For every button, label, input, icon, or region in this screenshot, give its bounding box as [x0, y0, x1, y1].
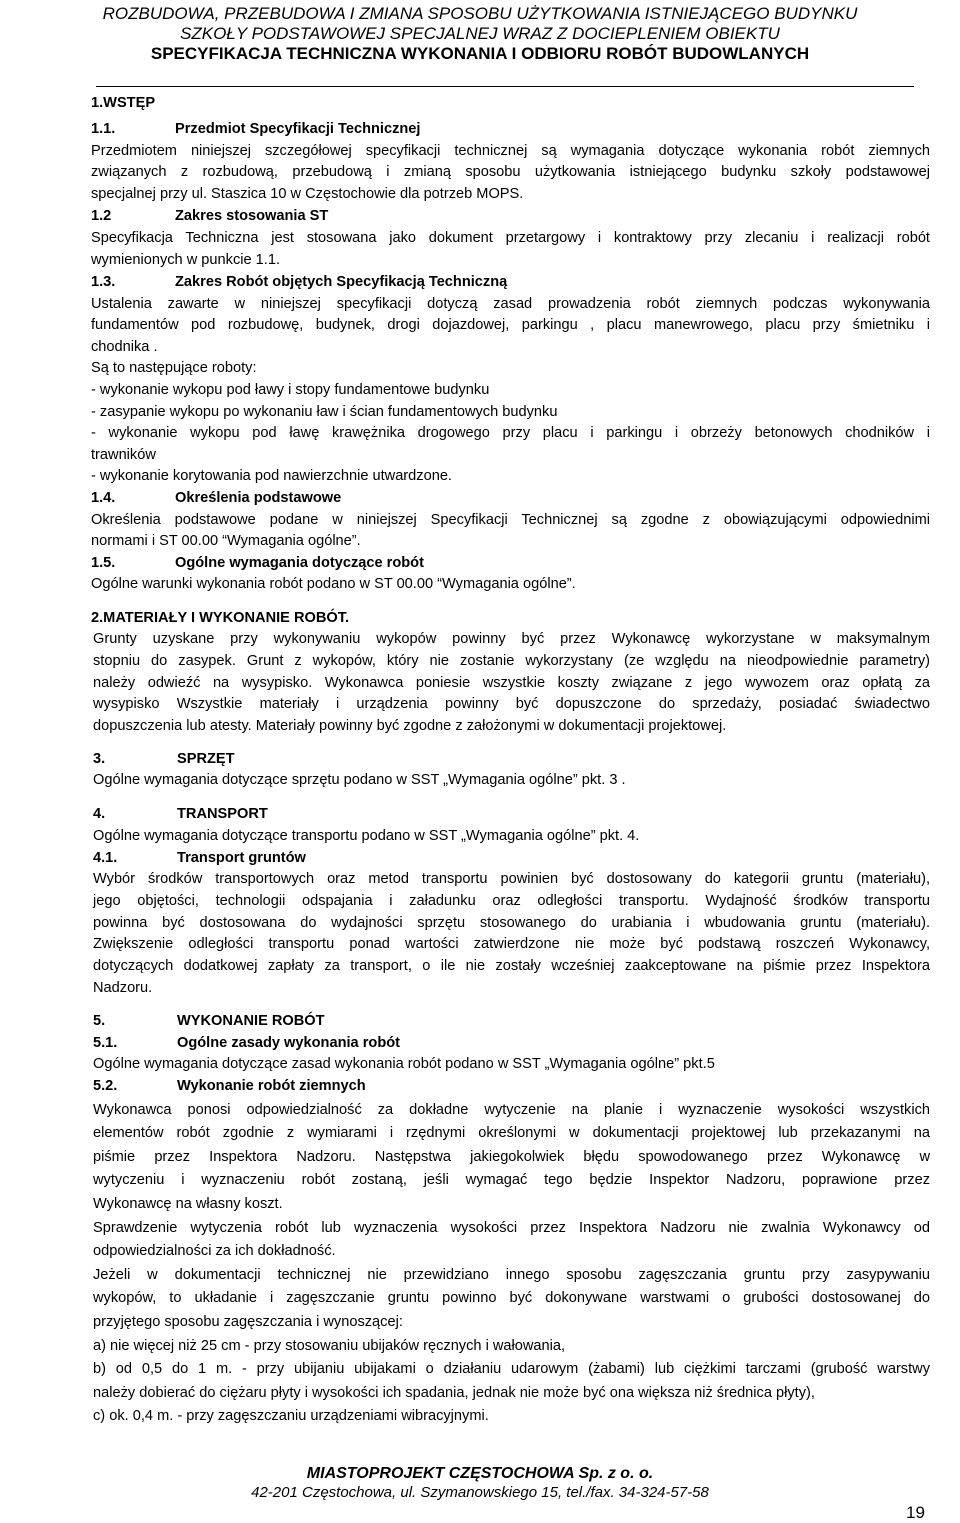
section-1-1-number: 1.1.: [91, 121, 116, 137]
paragraph-line: elementów robót zgodnie z wymiarami i rzędnymi określonymi w dokumentacji projektowej lub przekazanymi na: [93, 1125, 930, 1141]
paragraph-line: dopuszczenia lub atesty. Materiały powinny być zgodne z założonymi w dokumentacji projektowej.: [93, 718, 727, 734]
list-item: - wykonanie wykopu pod ławy i stopy fundamentowe budynku: [91, 382, 490, 398]
section-1-5-number: 1.5.: [91, 555, 116, 571]
paragraph-line: związanych z rozbudową, przebudową i zmianą sposobu użytkowania istniejącego budynku szkoły podstawowej: [91, 164, 930, 180]
paragraph-line: chodnika .: [91, 339, 158, 355]
paragraph-line: Określenia podstawowe podane w niniejszej Specyfikacji Technicznej są zgodne z obowiązującymi odpowiednimi: [91, 512, 930, 528]
document-header-line-3: SPECYFIKACJA TECHNICZNA WYKONANIA I ODBIORU ROBÓT BUDOWLANYCH: [150, 44, 810, 63]
section-1-3-title: Zakres Robót objętych Specyfikacją Techniczną: [175, 274, 508, 290]
paragraph-line: należy odwieźć na wysypisko. Wykonawca poniesie wszystkie koszty związane z jego wywozem oraz opłatą za: [93, 675, 930, 691]
section-4-number: 4.: [93, 806, 106, 822]
section-1-4-number: 1.4.: [91, 490, 116, 506]
list-item: c) ok. 0,4 m. - przy zagęszczaniu urządzeniami wibracyjnymi.: [93, 1408, 489, 1424]
paragraph-line: Grunty uzyskane przy wykonywaniu wykopów powinny być przez Wykonawcę wykorzystane w maksymalnym: [93, 631, 930, 647]
paragraph-line: przyjętego sposobu zagęszczania i wynoszącej:: [93, 1314, 403, 1330]
list-item: - zasypanie wykopu po wykonaniu ław i ścian fundamentowych budynku: [91, 404, 558, 420]
section-1-1-title: Przedmiot Specyfikacji Technicznej: [175, 121, 421, 137]
paragraph-line: Sprawdzenie wytyczenia robót lub wyznaczenia wysokości przez Inspektora Nadzoru nie zwalnia Wykonawcy od: [93, 1220, 930, 1236]
header-divider: [96, 86, 914, 87]
paragraph-line: wykopów, to układanie i zagęszczanie gruntu powinno być dokonywane warstwami o grubości dostosowanej do: [93, 1290, 930, 1306]
section-5-number: 5.: [93, 1013, 106, 1029]
paragraph-line: Specyfikacja Techniczna jest stosowana jako dokument przetargowy i kontraktowy przy zlecaniu i realizacji robót: [91, 230, 930, 246]
section-2-title: 2.MATERIAŁY I WYKONANIE ROBÓT.: [91, 610, 350, 626]
section-1-2-title: Zakres stosowania ST: [175, 208, 329, 224]
paragraph-line: Ogólne warunki wykonania robót podano w ST 00.00 “Wymagania ogólne”.: [91, 576, 576, 592]
paragraph-line: jego objętości, technologii odspajania i załadunku oraz odległości transportu. Wydajność środków transportu: [93, 893, 930, 909]
list-item: b) od 0,5 do 1 m. - przy ubijaniu ubijakami o działaniu udarowym (żabami) lub ciężkimi tarczami (grubość warstwy: [93, 1361, 930, 1377]
section-3-number: 3.: [93, 751, 106, 767]
paragraph-line: powinna być dostosowana do wydajności sprzętu stosowanego do urabiania i wbudowania gruntu (materiału).: [93, 915, 930, 931]
section-1-2-number: 1.2: [91, 208, 112, 224]
paragraph-line: Wykonawca ponosi odpowiedzialność za dokładne wytyczenie na planie i wyznaczenie wysokości wszystkich: [93, 1102, 930, 1118]
section-1-title: 1.WSTĘP: [91, 95, 156, 111]
paragraph-line: Wybór środków transportowych oraz metod transportu powinien być dostosowany do kategorii gruntu (materiału),: [93, 871, 930, 887]
paragraph-line: normami i ST 00.00 “Wymagania ogólne”.: [91, 533, 361, 549]
list-item: - wykonanie korytowania pod nawierzchnie utwardzone.: [91, 468, 452, 484]
paragraph-line: stopniu do zasypek. Grunt z wykopów, który nie zostanie wykorzystany (ze względu na nieodpowiednie parametry): [93, 653, 930, 669]
section-1-3-number: 1.3.: [91, 274, 116, 290]
document-header-line-1: ROZBUDOWA, PRZEBUDOWA I ZMIANA SPOSOBU UŻYTKOWANIA ISTNIEJĄCEGO BUDYNKU: [102, 4, 858, 23]
paragraph-line: Nadzoru.: [93, 980, 153, 996]
list-item: - wykonanie wykopu pod ławę krawężnika drogowego przy placu i parkingu i obrzeży betonowych chodników i: [91, 425, 930, 441]
paragraph-line: Ogólne wymagania dotyczące transportu podano w SST „Wymagania ogólne” pkt. 4.: [93, 828, 640, 844]
paragraph-line: Ogólne wymagania dotyczące zasad wykonania robót podano w SST „Wymagania ogólne” pkt.5: [93, 1056, 715, 1072]
section-4-title: TRANSPORT: [177, 806, 268, 822]
paragraph-line: Jeżeli w dokumentacji technicznej nie przewidziano innego sposobu zagęszczania gruntu przy zasypywaniu: [93, 1267, 930, 1283]
section-5-1-title: Ogólne zasady wykonania robót: [177, 1035, 401, 1051]
paragraph-line: wymienionych w punkcie 1.1.: [91, 252, 280, 268]
section-4-1-title: Transport gruntów: [177, 850, 306, 866]
section-5-2-number: 5.2.: [93, 1078, 118, 1094]
section-1-5-title: Ogólne wymagania dotyczące robót: [175, 555, 424, 571]
paragraph-line: wytyczeniu i wyznaczeniu robót zostaną, jeśli wymagać tego będzie Inspektor Nadzoru, poprawione przez: [93, 1172, 930, 1188]
paragraph-line: Wykonawcę na własny koszt.: [93, 1196, 283, 1212]
paragraph-line: wysypisko Wszystkie materiały i urządzenia powinny być dopuszczone do sprzedaży, posiadać świadectwo: [93, 696, 930, 712]
page-number: 19: [906, 1503, 925, 1522]
paragraph-line: dotyczących dodatkowej zapłaty za transport, o ile nie zostały wcześniej zaakceptowane na piśmie przez Inspektora: [93, 958, 930, 974]
paragraph-line: Ogólne wymagania dotyczące sprzętu podano w SST „Wymagania ogólne” pkt. 3 .: [93, 772, 626, 788]
paragraph-line: fundamentów pod rozbudowę, budynek, drogi dojazdowej, parkingu , placu manewrowego, placu przy śmietniku i: [91, 317, 930, 333]
section-5-2-title: Wykonanie robót ziemnych: [177, 1078, 366, 1094]
footer-address: 42-201 Częstochowa, ul. Szymanowskiego 15, tel./fax. 34-324-57-58: [251, 1484, 709, 1501]
list-item-continuation: należy dobierać do ciężaru płyty i wysokości ich spadania, jednak nie może być ona większa niż średnica płyty),: [93, 1385, 815, 1401]
footer-company: MIASTOPROJEKT CZĘSTOCHOWA Sp. z o. o.: [306, 1465, 654, 1482]
section-1-4-title: Określenia podstawowe: [175, 490, 342, 506]
section-3-title: SPRZĘT: [177, 751, 235, 767]
section-5-1-number: 5.1.: [93, 1035, 118, 1051]
section-4-1-number: 4.1.: [93, 850, 118, 866]
paragraph-line: Przedmiotem niniejszej szczegółowej specyfikacji technicznej są wymagania dotyczące wykonania robót ziemnych: [91, 143, 930, 159]
paragraph-line: Ustalenia zawarte w niniejszej specyfikacji dotyczą zasad prowadzenia robót ziemnych podczas wykonywania: [91, 296, 930, 312]
paragraph-line: specjalnej przy ul. Staszica 10 w Częstochowie dla potrzeb MOPS.: [91, 186, 524, 202]
paragraph-line: Są to następujące roboty:: [91, 360, 257, 376]
paragraph-line: piśmie przez Inspektora Nadzoru. Następstwa jakiegokolwiek błędu spowodowanego przez Wykonawcę w: [93, 1149, 930, 1165]
paragraph-line: Zwiększenie odległości transportu ponad wartości zatwierdzone nie może być podstawą roszczeń Wykonawcy,: [93, 936, 930, 952]
section-5-title: WYKONANIE ROBÓT: [177, 1013, 325, 1029]
list-item-continuation: trawników: [91, 447, 156, 463]
paragraph-line: odpowiedzialności za ich dokładność.: [93, 1243, 336, 1259]
list-item: a) nie więcej niż 25 cm - przy stosowaniu ubijaków ręcznych i wałowania,: [93, 1338, 566, 1354]
document-header-line-2: SZKOŁY PODSTAWOWEJ SPECJALNEJ WRAZ Z DOCIEPLENIEM OBIEKTU: [180, 24, 780, 43]
